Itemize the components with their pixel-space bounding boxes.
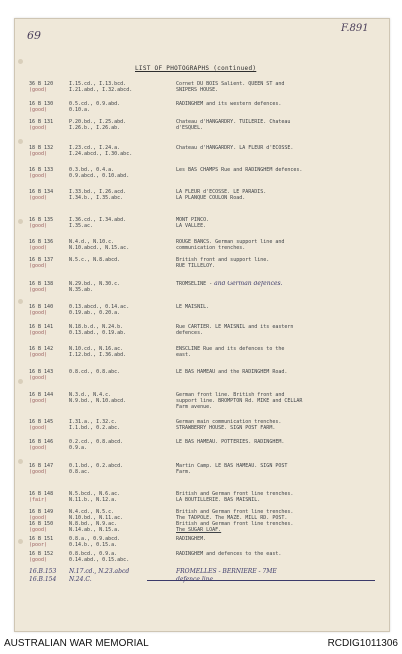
photo-reference-line: 16 B 144 [29, 392, 54, 398]
photo-reference-line: 16 B 147 [29, 463, 54, 469]
map-squares-line: I.1.bd., 0.2.abc. [69, 425, 121, 432]
punch-holes [15, 19, 25, 631]
photo-description-line: MONT PINCO. [176, 217, 210, 223]
footer [0, 636, 402, 654]
photo-description-line: German front line. British front and [176, 392, 285, 398]
punch-hole [18, 299, 23, 304]
photo-description-line: Cornet DU BOIS Salient. QUEEN ST and [176, 81, 285, 87]
photo-reference-line: (good) [29, 557, 48, 564]
handwritten-reference-line: 16.B.154 [29, 576, 57, 583]
photo-description [176, 369, 376, 375]
photo-description-line: German main communication trenches. [176, 419, 282, 425]
photo-reference [29, 509, 69, 521]
photo-reference [29, 491, 69, 503]
photo-description-line: RADINGHEM and defences to the east. [176, 551, 282, 557]
map-squares-line: 0.2.cd., 0.8.abcd. [69, 439, 124, 445]
map-squares [69, 419, 181, 431]
map-squares [69, 509, 181, 521]
photo-description-line: British and German front line trenches. [176, 521, 294, 527]
photo-reference-line: (good) [29, 515, 48, 522]
map-squares [69, 167, 181, 179]
map-squares-line: 0.3.bd., 0.4.a. [69, 167, 115, 173]
photo-reference-line: (good) [29, 195, 48, 202]
photo-reference-line: 16 B 131 [29, 119, 54, 125]
photo-description-line: LE MAISNIL. [176, 304, 210, 310]
photo-description-line: support line. BROMPTON Rd. MIKE and CELLAR [176, 398, 303, 405]
map-squares-line: N.35.ab. [69, 287, 94, 294]
photo-reference-line: 16 B 140 [29, 304, 54, 310]
photo-description-line: RADINGHEM and its western defences. [176, 101, 282, 107]
photo-description-line: Rue CARTIER. LE MAISNIL and its eastern [176, 324, 294, 330]
photo-description-line: TROMSELINE - and German defences. [176, 281, 283, 287]
photo-reference [29, 419, 69, 431]
photo-reference-line: (good) [29, 223, 48, 230]
photo-description [176, 419, 376, 431]
photo-reference [29, 536, 69, 548]
page-title: LIST OF PHOTOGRAPHS (continued) [135, 65, 257, 72]
footer-reference: RCDIG1011306 [327, 638, 398, 649]
map-squares-line: N.10.cd., N.16.ac. [69, 346, 124, 352]
photo-description [176, 509, 376, 521]
photo-reference-line: (good) [29, 173, 48, 180]
handwritten-squares-line: N.24.C. [69, 576, 92, 583]
map-squares [69, 392, 181, 404]
photo-reference-line: (good) [29, 287, 48, 294]
map-squares [69, 536, 181, 548]
footer-source: AUSTRALIAN WAR MEMORIAL [4, 638, 149, 649]
map-squares-line: N.3.d., N.4.c. [69, 392, 112, 398]
map-squares-line: I.36.cd., I.34.abd. [69, 217, 127, 223]
photo-description [176, 521, 376, 533]
photo-description-line: The SUGAR LOAF. [176, 527, 222, 534]
photo-description [176, 463, 376, 475]
photo-description-line: Les BAS CHAMPS Rue and RADINGHEM defences. [176, 167, 303, 173]
photo-reference [29, 346, 69, 358]
photo-reference-line: 16 B 138 [29, 281, 54, 287]
handwritten-reference-line: 16.B.153 [29, 568, 57, 575]
photo-reference-line: (good) [29, 352, 48, 359]
photo-description-line: east. [176, 352, 192, 359]
map-squares-line: N.11.b., N.12.a. [69, 497, 118, 504]
handwritten-squares-line: N.17.cd., N.23.abcd [69, 568, 130, 575]
map-squares-line: N.14.ab., N.15.a. [69, 527, 121, 534]
photo-reference-line: 16 B 152 [29, 551, 54, 557]
photo-description-line: ROUGE BANCS. German support line and [176, 239, 285, 245]
map-squares [69, 101, 181, 113]
map-squares-line: 0.8.ac. [69, 469, 91, 476]
map-squares [69, 239, 181, 251]
map-squares-line: 0.10.a. [69, 107, 91, 114]
punch-hole [18, 379, 23, 384]
photo-reference-line: 16 B 135 [29, 217, 54, 223]
map-squares-line: N.4.d., N.10.c. [69, 239, 115, 245]
photo-reference-line: (good) [29, 125, 48, 132]
handwritten-squares [69, 568, 181, 584]
photo-reference-line: (good) [29, 245, 48, 252]
photo-description-line: RUE TILLELOY. [176, 263, 216, 270]
map-squares-line: N.4.cd., N.5.c. [69, 509, 115, 515]
photo-description-line: communication trenches. [176, 245, 246, 252]
map-squares-line: 0.14.abd., 0.15.abc. [69, 557, 130, 564]
photo-description [176, 439, 376, 445]
photo-reference-line: 16 B 148 [29, 491, 54, 497]
photo-reference-line: (good) [29, 398, 48, 405]
photo-reference-line: (good) [29, 151, 48, 158]
photo-reference-line: 16 B 141 [29, 324, 54, 330]
handwritten-reference [29, 568, 69, 584]
photo-reference [29, 257, 69, 269]
photo-description-line: The TADPOLE. The MAZE. MILL RD. POST. [176, 515, 288, 522]
handwritten-description-line: FROMELLES - BERNIERE - 7ME [176, 568, 277, 575]
punch-hole [18, 219, 23, 224]
photo-reference [29, 551, 69, 563]
map-squares-line: 0.9.abcd., 0.10.abd. [69, 173, 130, 180]
map-squares-line: 0.14.b., 0.15.a. [69, 542, 118, 549]
punch-hole [18, 539, 23, 544]
photo-reference-line: (good) [29, 375, 48, 382]
photo-reference [29, 463, 69, 475]
punch-hole [18, 59, 23, 64]
photo-reference-line: 16 B 143 [29, 369, 54, 375]
photo-description [176, 257, 376, 269]
photo-description [176, 304, 376, 310]
photo-reference-line: (good) [29, 263, 48, 270]
map-squares-line: N.5.c., N.8.abcd. [69, 257, 121, 263]
photo-description-line: Farm avenue. [176, 404, 213, 411]
map-squares-line: N.10.bd., N.11.ac. [69, 515, 124, 522]
photo-reference-line: 16 B 146 [29, 439, 54, 445]
photo-reference-line: (fair) [29, 497, 48, 504]
photo-reference-line: (good) [29, 330, 48, 337]
photo-description [176, 346, 376, 358]
photo-reference-line: (good) [29, 527, 48, 534]
map-squares-line: 0.8.a., 0.9.abcd. [69, 536, 121, 542]
map-squares [69, 189, 181, 201]
handwritten-description [176, 568, 376, 584]
photo-reference [29, 369, 69, 381]
map-squares [69, 439, 181, 451]
map-squares-line: I.15.cd., I.13.bcd. [69, 81, 127, 87]
top-left-annotation: 69 [27, 29, 41, 42]
photo-description-line: Martin Camp. LE BAS HAMEAU. SIGN POST [176, 463, 288, 469]
photo-description [176, 145, 376, 151]
photo-description-line: British front and support line. [176, 257, 270, 263]
photo-description [176, 536, 376, 542]
photo-reference [29, 239, 69, 251]
photo-reference-line: 36 B 120 [29, 81, 54, 87]
map-squares [69, 119, 181, 131]
photo-reference-line: (good) [29, 310, 48, 317]
photo-description-line: British and German front line trenches. [176, 491, 294, 497]
photo-reference-line: (good) [29, 425, 48, 432]
photo-description [176, 551, 376, 557]
photo-description-line: STRAWBERRY HOUSE. SIGN POST FARM. [176, 425, 276, 432]
photo-description [176, 81, 376, 93]
photo-description-line: SNIPERS HOUSE. [176, 87, 219, 94]
map-squares-line: N.5.bcd., N.6.ac. [69, 491, 121, 497]
map-squares [69, 491, 181, 503]
map-squares-line: I.31.a., I.32.c. [69, 419, 118, 425]
map-squares-line: 0.19.ab., 0.20.a. [69, 310, 121, 317]
map-squares [69, 369, 181, 375]
photo-description-line: LA PLANQUE COULON Road. [176, 195, 246, 202]
photo-reference-line: 16 B 151 [29, 536, 54, 542]
map-squares-line: P.20.bd., I.25.abd. [69, 119, 127, 125]
handwritten-note: and German defences. [214, 281, 283, 287]
photo-description-line: LE BAS HAMEAU and the RADINGHEM Road. [176, 369, 288, 375]
photo-reference-line: 16 B 134 [29, 189, 54, 195]
map-squares [69, 217, 181, 229]
photo-description-line: RADINGHEM. [176, 536, 207, 542]
map-squares-line: I.21.abd., I.32.abcd. [69, 87, 133, 94]
photo-description [176, 281, 376, 287]
photo-description-line: defences. [176, 330, 204, 337]
photo-description [176, 324, 376, 336]
photo-description-line: Chateau d'HANGARDRY. TUILERIE. Chateau [176, 119, 291, 125]
map-squares [69, 324, 181, 336]
photo-reference [29, 101, 69, 113]
map-squares-line: I.34.b., I.35.abc. [69, 195, 124, 202]
map-squares [69, 346, 181, 358]
map-squares-line: 0.5.cd., 0.9.abd. [69, 101, 121, 107]
map-squares-line: N.8.bd., N.9.ac. [69, 521, 118, 527]
map-squares-line: I.24.abcd., I.30.abc. [69, 151, 133, 158]
map-squares-line: I.26.b., I.26.ab. [69, 125, 121, 132]
map-squares-line: I.12.bd., I.36.abd. [69, 352, 127, 359]
photo-description [176, 119, 376, 131]
photo-reference-line: 16 B 137 [29, 257, 54, 263]
document-page [14, 18, 390, 632]
map-squares-line: N.29.bd., N.30.c. [69, 281, 121, 287]
photo-description [176, 239, 376, 251]
photo-reference-line: 16 B 145 [29, 419, 54, 425]
photo-reference [29, 324, 69, 336]
map-squares-line: N.10.abcd., N.15.ac. [69, 245, 130, 252]
photo-reference [29, 281, 69, 293]
photo-description-line: Chateau d'HANGARDRY. LA FLEUR d'ECOSSE. [176, 145, 294, 151]
photo-reference [29, 145, 69, 157]
photo-description-line: LA VALLEE. [176, 223, 207, 230]
photo-reference-line: 18 B 132 [29, 145, 54, 151]
photo-reference [29, 521, 69, 533]
map-squares [69, 304, 181, 316]
photo-description [176, 101, 376, 107]
photo-description [176, 491, 376, 503]
map-squares-line: 0.8.bcd., 0.9.a. [69, 551, 118, 557]
photo-description-line: British and German front line trenches. [176, 509, 294, 515]
handwritten-description-line: defence line. [176, 576, 216, 583]
photo-reference [29, 392, 69, 404]
photo-reference [29, 167, 69, 179]
map-squares-line: 0.9.a. [69, 445, 88, 452]
photo-description-line: LA BOUTILLERIE. BAS MAISNIL. [176, 497, 261, 504]
map-squares-line: 0.1.bd., 0.2.abcd. [69, 463, 124, 469]
photo-reference-line: 16 B 130 [29, 101, 54, 107]
map-squares-line: I.23.cd., I.24.a. [69, 145, 121, 151]
photo-reference-line: (good) [29, 87, 48, 94]
map-squares [69, 257, 181, 263]
photo-reference-line: 16 B 136 [29, 239, 54, 245]
map-squares [69, 281, 181, 293]
photo-description [176, 167, 376, 173]
photo-description [176, 217, 376, 229]
photo-reference-line: 16 B 150 [29, 521, 54, 527]
map-squares-line: 0.8.cd., 0.8.abc. [69, 369, 121, 375]
map-squares [69, 551, 181, 563]
photo-description [176, 189, 376, 201]
photo-reference [29, 189, 69, 201]
photo-reference [29, 217, 69, 229]
map-squares [69, 145, 181, 157]
map-squares-line: I.33.bd., I.26.acd. [69, 189, 127, 195]
map-squares [69, 521, 181, 533]
photo-reference-line: (good) [29, 445, 48, 452]
photo-description-line: LE BAS HAMEAU. POTTERIES. RADINGHEM. [176, 439, 285, 445]
top-right-annotation: F.891 [341, 23, 369, 34]
photo-reference-line: 16 B 149 [29, 509, 54, 515]
map-squares [69, 463, 181, 475]
photo-reference [29, 81, 69, 93]
map-squares-line: N.18.b.d., N.24.b. [69, 324, 124, 330]
map-squares-line: I.35.ac. [69, 223, 94, 230]
photo-reference-line: 16 B 133 [29, 167, 54, 173]
photo-reference [29, 119, 69, 131]
punch-hole [18, 139, 23, 144]
photo-reference-line: (poor) [29, 542, 48, 549]
map-squares-line: 0.13.abd., 0.19.ab. [69, 330, 127, 337]
map-squares [69, 81, 181, 93]
photo-reference [29, 439, 69, 451]
photo-reference-line: (good) [29, 469, 48, 476]
photo-description [176, 392, 376, 411]
photo-description-line: ENSCLINE Rue and its defences to the [176, 346, 285, 352]
photo-description-line: Farm. [176, 469, 192, 476]
photo-description-line: d'ESQUEL. [176, 125, 204, 132]
photo-reference [29, 304, 69, 316]
photo-description-line: LA FLEUR d'ECOSSE. LE PARADIS. [176, 189, 267, 195]
map-squares-line: N.9.bd., N.10.abcd. [69, 398, 127, 405]
map-squares-line: 0.13.abcd., 0.14.ac. [69, 304, 130, 310]
photo-reference-line: 16 B 142 [29, 346, 54, 352]
photo-reference-line: (good) [29, 107, 48, 114]
punch-hole [18, 459, 23, 464]
